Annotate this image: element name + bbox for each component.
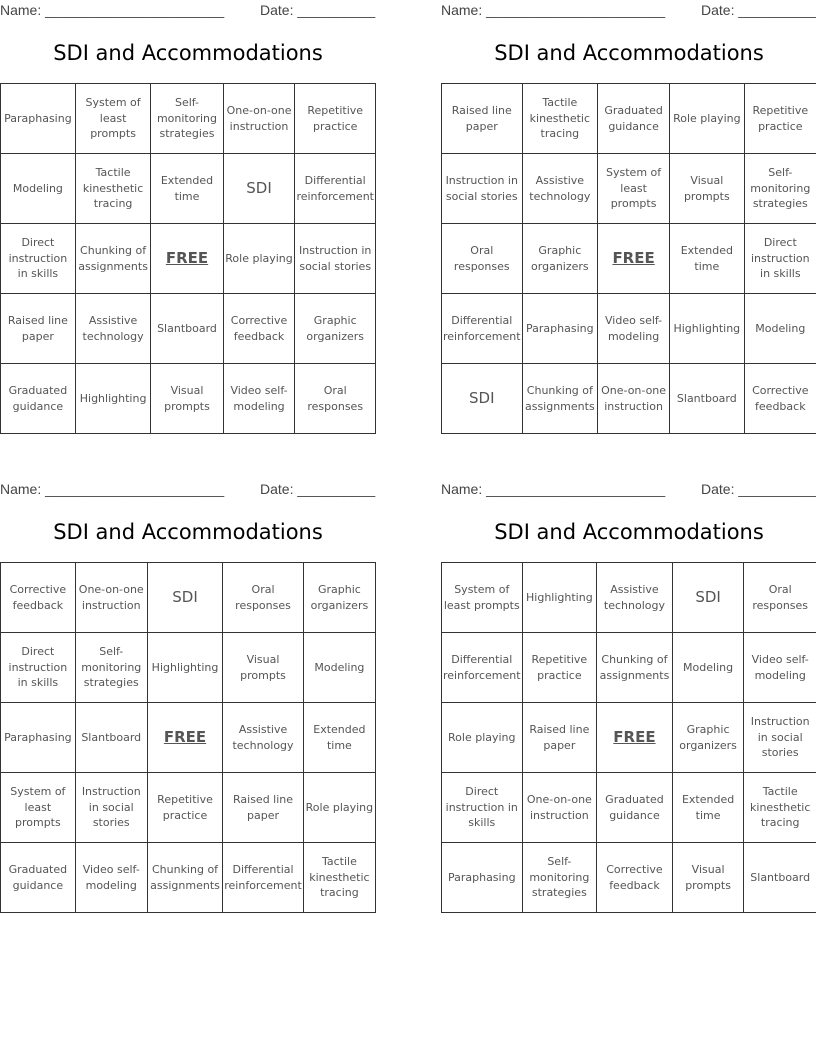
bingo-cell: Assistive technology (597, 563, 673, 633)
bingo-cell: Video self-modeling (598, 294, 670, 364)
bingo-cell: Self-monitoring strategies (75, 633, 147, 703)
date-field: Date: __________ (260, 2, 376, 18)
date-field: Date: __________ (701, 481, 816, 497)
bingo-cell: Corrective feedback (744, 364, 816, 434)
grid-row (442, 154, 816, 224)
bingo-cell: Highlighting (670, 294, 745, 364)
grid-row (442, 294, 816, 364)
bingo-cell: Visual prompts (151, 364, 223, 434)
bingo-cell: Graduated guidance (1, 843, 76, 913)
bingo-cell: Video self-modeling (744, 633, 816, 703)
bingo-cell: Paraphasing (1, 703, 76, 773)
bingo-cell: Highlighting (522, 563, 597, 633)
grid-row (442, 224, 816, 294)
date-field: Date: __________ (260, 481, 376, 497)
name-date-row (441, 481, 816, 499)
grid-row (442, 633, 816, 703)
bingo-cell: Paraphasing (442, 843, 523, 913)
bingo-cell: Extended time (672, 773, 744, 843)
bingo-cell: Chunking of assignments (522, 364, 598, 434)
name-field: Name: _______________________ (0, 481, 225, 497)
bingo-cell: Instruction in social stories (75, 773, 147, 843)
bingo-cell: Slantboard (670, 364, 745, 434)
bingo-grid (0, 83, 376, 434)
bingo-grid (0, 562, 376, 913)
bingo-cell: Instruction in social stories (442, 154, 523, 224)
bingo-cell: System of least prompts (75, 84, 151, 154)
bingo-cell: Assistive technology (223, 703, 304, 773)
bingo-cell: Corrective feedback (1, 563, 76, 633)
bingo-cell: Repetitive practice (147, 773, 222, 843)
bingo-cell: Raised line paper (223, 773, 304, 843)
bingo-cell: Chunking of assignments (147, 843, 222, 913)
bingo-cell: Graphic organizers (672, 703, 744, 773)
grid-row (1, 843, 376, 913)
bingo-cell: SDI (147, 563, 222, 633)
bingo-cell: One-on-one instruction (522, 773, 597, 843)
bingo-cell: One-on-one instruction (223, 84, 295, 154)
bingo-cell: Graphic organizers (303, 563, 375, 633)
bingo-cell: Differential reinforcement (295, 154, 376, 224)
bingo-cell: Highlighting (147, 633, 222, 703)
bingo-cell: Tactile kinesthetic tracing (303, 843, 375, 913)
bingo-cell: Direct instruction in skills (1, 633, 76, 703)
bingo-cell: Raised line paper (442, 84, 523, 154)
bingo-cell: Modeling (1, 154, 76, 224)
bingo-grid (441, 83, 816, 434)
bingo-cell: Graduated guidance (1, 364, 76, 434)
bingo-cell: Repetitive practice (295, 84, 376, 154)
grid-row (442, 843, 816, 913)
bingo-cell: SDI (672, 563, 744, 633)
bingo-cell: Chunking of assignments (75, 224, 151, 294)
bingo-cell: SDI (223, 154, 295, 224)
grid-row (1, 294, 376, 364)
date-field: Date: __________ (701, 2, 816, 18)
bingo-cell: Differential reinforcement (223, 843, 304, 913)
card-title: SDI and Accommodations (53, 520, 323, 544)
bingo-grid (441, 562, 816, 913)
bingo-cell: System of least prompts (1, 773, 76, 843)
bingo-cell: Tactile kinesthetic tracing (744, 773, 816, 843)
bingo-cell: Visual prompts (672, 843, 744, 913)
name-field: Name: _______________________ (441, 2, 666, 18)
bingo-cell: Direct instruction in skills (442, 773, 523, 843)
grid-row (1, 703, 376, 773)
bingo-cell: One-on-one instruction (75, 563, 147, 633)
bingo-cell: Slantboard (744, 843, 816, 913)
bingo-cell: Direct instruction in skills (744, 224, 816, 294)
bingo-cell: Raised line paper (1, 294, 76, 364)
grid-row (442, 364, 816, 434)
name-field: Name: _______________________ (0, 2, 225, 18)
grid-row (1, 364, 376, 434)
bingo-cell: Assistive technology (522, 154, 598, 224)
bingo-cell: Slantboard (151, 294, 223, 364)
bingo-cell: Modeling (303, 633, 375, 703)
bingo-cell: Role playing (442, 703, 523, 773)
grid-row (442, 703, 816, 773)
bingo-cell: Role playing (223, 224, 295, 294)
bingo-cell: Graphic organizers (522, 224, 598, 294)
bingo-cell: Self-monitoring strategies (522, 843, 597, 913)
grid-row (442, 84, 816, 154)
bingo-cell: Role playing (303, 773, 375, 843)
bingo-cell: Raised line paper (522, 703, 597, 773)
bingo-cell: Visual prompts (223, 633, 304, 703)
bingo-cell: Chunking of assignments (597, 633, 673, 703)
bingo-cell: Oral responses (295, 364, 376, 434)
bingo-cell: Slantboard (75, 703, 147, 773)
bingo-cell: Repetitive practice (744, 84, 816, 154)
grid-row (442, 563, 816, 633)
bingo-cell: Repetitive practice (522, 633, 597, 703)
bingo-cell: Modeling (744, 294, 816, 364)
free-space: FREE (147, 703, 222, 773)
bingo-cell: Instruction in social stories (744, 703, 816, 773)
bingo-cell: Extended time (151, 154, 223, 224)
card-title: SDI and Accommodations (494, 41, 764, 65)
bingo-cell: Graduated guidance (598, 84, 670, 154)
bingo-cell: Oral responses (223, 563, 304, 633)
bingo-cell: Role playing (670, 84, 745, 154)
bingo-cell: Tactile kinesthetic tracing (522, 84, 598, 154)
card-title: SDI and Accommodations (53, 41, 323, 65)
name-date-row (0, 481, 376, 499)
bingo-cell: Graphic organizers (295, 294, 376, 364)
bingo-cell: Self-monitoring strategies (744, 154, 816, 224)
bingo-cell: Extended time (303, 703, 375, 773)
name-date-row (0, 2, 376, 20)
bingo-cell: Tactile kinesthetic tracing (75, 154, 151, 224)
bingo-cell: Visual prompts (670, 154, 745, 224)
free-space: FREE (598, 224, 670, 294)
bingo-cell: Oral responses (744, 563, 816, 633)
bingo-cell: Paraphasing (522, 294, 598, 364)
grid-row (1, 563, 376, 633)
bingo-cell: Paraphasing (1, 84, 76, 154)
free-space: FREE (151, 224, 223, 294)
bingo-cell: Corrective feedback (223, 294, 295, 364)
bingo-cell: Corrective feedback (597, 843, 673, 913)
bingo-cell: Differential reinforcement (442, 633, 523, 703)
grid-row (1, 224, 376, 294)
bingo-cell: Extended time (670, 224, 745, 294)
bingo-cell: Direct instruction in skills (1, 224, 76, 294)
bingo-cell: Oral responses (442, 224, 523, 294)
bingo-cell: Differential reinforcement (442, 294, 523, 364)
bingo-cell: One-on-one instruction (598, 364, 670, 434)
bingo-cell: Self-monitoring strategies (151, 84, 223, 154)
bingo-cell: Assistive technology (75, 294, 151, 364)
name-field: Name: _______________________ (441, 481, 666, 497)
grid-row (1, 154, 376, 224)
bingo-cell: System of least prompts (442, 563, 523, 633)
card-title: SDI and Accommodations (494, 520, 764, 544)
bingo-cell: Highlighting (75, 364, 151, 434)
bingo-cell: Graduated guidance (597, 773, 673, 843)
grid-row (1, 633, 376, 703)
bingo-cell: Modeling (672, 633, 744, 703)
bingo-cell: SDI (442, 364, 523, 434)
bingo-cell: System of least prompts (598, 154, 670, 224)
bingo-cell: Video self-modeling (75, 843, 147, 913)
grid-row (1, 84, 376, 154)
free-space: FREE (597, 703, 673, 773)
grid-row (442, 773, 816, 843)
bingo-cell: Instruction in social stories (295, 224, 376, 294)
name-date-row (441, 2, 816, 20)
grid-row (1, 773, 376, 843)
bingo-cell: Video self-modeling (223, 364, 295, 434)
